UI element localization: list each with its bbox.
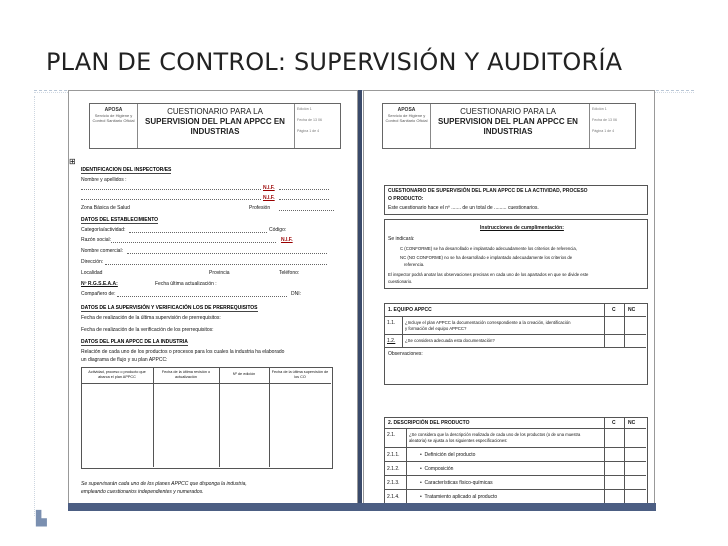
sub-number: 2.1.3. xyxy=(387,480,400,486)
table-row-divider xyxy=(384,489,646,490)
relacion-line1: Relación de cada uno de los productos o procesos para los cuales la industria ha elaborado xyxy=(81,349,285,355)
label-razon: Razón social: xyxy=(81,237,112,243)
section2-title: 2. DESCRIPCIÓN DEL PRODUCTO xyxy=(388,420,470,426)
label-nif: N.I.F. xyxy=(263,185,275,191)
table-header-cell: Nº de edición xyxy=(232,372,256,376)
sub-number: 2.1.2. xyxy=(387,466,400,472)
label-nombre: Nombre y apellidos : xyxy=(81,177,127,183)
aposa-logo: APOSA Servicio de Higiene y Control Sanitario Oficial xyxy=(383,104,431,148)
sub-label: • Definición del producto xyxy=(420,452,476,458)
section-plan: DATOS DEL PLAN APPCC DE LA INDUSTRIA xyxy=(81,339,188,345)
table-row-divider xyxy=(384,475,646,476)
q21-text-cont: aleatoria) se ajusta a los siguientes especificaciones: xyxy=(409,438,508,443)
col-nc: NC xyxy=(628,307,636,313)
table-header-cell: Actividad, proceso o producto que abarca el plan APPCC xyxy=(88,370,146,379)
fill-line xyxy=(279,210,334,211)
table-header-cell: Fecha de la última revisión o actualización xyxy=(161,370,211,379)
col-c: C xyxy=(612,307,616,313)
label-fecha-ultima: Fecha última actualización : xyxy=(155,281,217,287)
table-header-divider xyxy=(81,383,331,384)
document-page-left xyxy=(68,90,358,506)
footer-note-line1: Se supervisarán cada uno de los planes APPCC que disponga la industria, xyxy=(81,481,247,487)
label-fecha-supervision: Fecha de realización de la última supervisión de prerrequisitos: xyxy=(81,315,221,321)
label-codigo: Código: xyxy=(269,227,287,233)
table-col-divider xyxy=(402,316,403,347)
form-title: CUESTIONARIO PARA LA SUPERVISION DEL PLAN APPCC EN INDUSTRIAS xyxy=(145,107,285,136)
cuestionario-line2: O PRODUCTO: xyxy=(388,196,424,202)
fill-line xyxy=(81,199,261,200)
corner-bracket-icon: ▙ xyxy=(36,510,47,526)
col-nc: NC xyxy=(628,420,636,426)
fill-line xyxy=(117,296,287,297)
sub-number: 2.1.1. xyxy=(387,452,400,458)
c-definition: C (CONFORME) se ha desarrollado e implantado adecuadamente los criterios de referencia, xyxy=(400,246,577,251)
table-row-divider xyxy=(384,334,646,335)
label-nrgs: Nº R.G.S.E.A.A: xyxy=(81,281,118,287)
indicara-label: Se indicará: xyxy=(388,236,415,242)
nc-definition: NC (NO CONFORME) no se ha desarrollado e implantado adecuadamente los criterios de xyxy=(400,255,573,260)
q-number: 1.1. xyxy=(387,320,396,326)
form-header xyxy=(382,103,636,149)
table-row-divider xyxy=(384,347,646,348)
label-nombre-comercial: Nombre comercial: xyxy=(81,248,123,254)
expand-marker-icon: ⊞ xyxy=(69,157,76,166)
form-meta: Edición 1 Fecha de 13 06 Página 1 de 4 xyxy=(294,104,340,148)
aposa-logo: APOSA Servicio de Higiene y Control Sanitario Oficial xyxy=(90,104,138,148)
fill-line xyxy=(81,189,261,190)
nc-definition-cont: referencia. xyxy=(404,262,425,267)
q-number: 2.1. xyxy=(387,432,396,438)
table-col-divider xyxy=(153,367,154,467)
fill-line xyxy=(111,242,276,243)
table-row-divider xyxy=(384,461,646,462)
section-establecimiento: DATOS DEL ESTABLECIMIENTO xyxy=(81,217,159,223)
page-bottom-bar xyxy=(68,503,656,511)
table-col-divider xyxy=(269,367,270,467)
q12-text: ¿Se considera adecuada esta documentación? xyxy=(405,338,495,343)
fill-line xyxy=(279,189,329,190)
observaciones-label: Observaciones: xyxy=(388,351,423,357)
sub-number: 2.1.4. xyxy=(387,494,400,500)
instrucciones-title: Instrucciones de cumplimentación: xyxy=(480,225,564,231)
cuestionario-line1: CUESTIONARIO DE SUPERVISIÓN DEL PLAN APPCC DE LA ACTIVIDAD, PROCESO xyxy=(388,188,588,194)
label-fecha-verificacion: Fecha de realización de la verificación de los prerrequisitos: xyxy=(81,327,214,333)
left-guide-line xyxy=(34,96,35,516)
table-col-divider xyxy=(604,303,605,347)
section-supervision: DATOS DE LA SUPERVISIÓN Y VERIFICACIÓN LOS DE PRERREQUISITOS xyxy=(81,305,258,311)
section-inspectores: IDENTIFICACION DEL INSPECTOR/ES xyxy=(81,167,172,173)
table-header-cell: Fecha de la última supervisión de los CO xyxy=(271,370,329,379)
fill-line xyxy=(105,264,327,265)
label-nif: N.I.F. xyxy=(263,195,275,201)
fill-line xyxy=(279,199,329,200)
inspector-note-line1: El inspector podrá anotar las observaciones precisas en cada uno de los apartados en que se divide este xyxy=(388,272,589,277)
label-profesion: Profesión xyxy=(249,205,271,211)
fill-line xyxy=(129,232,267,233)
relacion-line2: un diagrama de flujo y su plan APPCC: xyxy=(81,357,168,363)
page-edge xyxy=(358,90,362,504)
label-dni: DNI: xyxy=(291,291,301,297)
label-telefono: Teléfono: xyxy=(279,270,300,276)
label-zona: Zona Básica de Salud xyxy=(81,205,130,211)
label-nif: N.I.F. xyxy=(281,237,293,243)
label-localidad: Localidad xyxy=(81,270,103,276)
form-header xyxy=(89,103,341,149)
form-meta: Edición 1 Fecha de 13 06 Página 1 de 4 xyxy=(589,104,635,148)
section1-title: 1. EQUIPO APPCC xyxy=(388,307,432,313)
table-row-divider xyxy=(384,447,646,448)
footer-note-line2: empleando cuestionarios independientes y numerados. xyxy=(81,489,204,495)
table-col-divider xyxy=(406,428,407,505)
table-col-divider xyxy=(624,303,625,347)
sub-label: • Tratamiento aplicado al producto xyxy=(420,494,498,500)
sub-label: • Características físico-químicas xyxy=(420,480,493,486)
fill-line xyxy=(127,253,327,254)
q11-text-cont: y formación del equipo APPCC? xyxy=(405,326,467,331)
label-direccion: Dirección: xyxy=(81,259,104,265)
sub-label: • Composición xyxy=(420,466,454,472)
slide-title: PLAN DE CONTROL: SUPERVISIÓN Y AUDITORÍA xyxy=(46,48,623,76)
label-categoria: Categoría/actividad: xyxy=(81,227,126,233)
document-page-right xyxy=(363,90,655,506)
q-number: 1.2. xyxy=(387,338,396,344)
q11-text: ¿Incluye el plan APPCC la documentación correspondiente a la creación, identificación xyxy=(405,320,571,325)
label-provincia: Provincia xyxy=(209,270,230,276)
cuestionario-line3: Este cuestionario hace el nº ....... de un total de ......... cuestionarios. xyxy=(388,205,539,211)
label-companero: Compañero de: xyxy=(81,291,116,297)
form-title: CUESTIONARIO PARA LA SUPERVISION DEL PLAN APPCC EN INDUSTRIAS xyxy=(438,107,578,136)
q21-text: ¿Se considera que la descripción realizada de cada uno de los productos (o de una muestra xyxy=(409,432,581,437)
table-row-divider xyxy=(384,316,646,317)
table-row-divider xyxy=(384,428,646,429)
col-c: C xyxy=(612,420,616,426)
inspector-note-line2: cuestionario. xyxy=(388,279,413,284)
table-col-divider xyxy=(219,367,220,467)
